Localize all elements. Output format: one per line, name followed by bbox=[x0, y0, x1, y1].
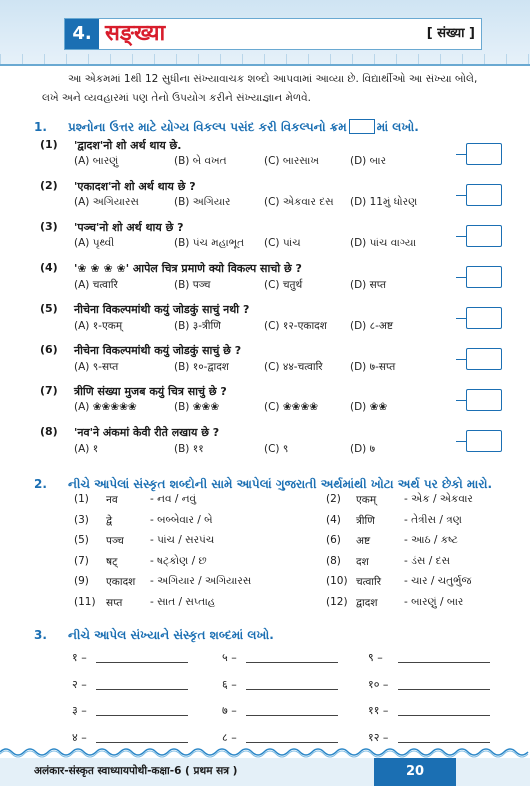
answer-box[interactable] bbox=[466, 184, 502, 206]
page-number: 20 bbox=[374, 758, 456, 786]
gujarati-meaning[interactable]: - ષટ્કોણ / છ bbox=[150, 554, 207, 567]
number-label: ८ – bbox=[222, 730, 237, 744]
answer-line[interactable] bbox=[246, 662, 338, 663]
option-b: (B) ११ bbox=[174, 443, 204, 455]
question-text: '❀ ❀ ❀ ❀' आपेल चित्र प्रमाणे क्यो विकल्प साचो छे ? bbox=[74, 262, 302, 275]
sanskrit-word: पञ्च bbox=[106, 535, 124, 547]
options-row bbox=[74, 360, 454, 376]
answer-line[interactable] bbox=[96, 715, 188, 716]
table-row bbox=[64, 534, 484, 555]
number-label: ९ – bbox=[368, 651, 383, 664]
question-text: नीचेना विकल्पमांथी कयुं जोडकुं साचुं नथी ? bbox=[74, 303, 250, 316]
item-number: (7) bbox=[74, 554, 89, 567]
option-a: (A) પૃથ્વી bbox=[74, 237, 115, 249]
option-d: (D) બાર bbox=[350, 155, 387, 167]
answer-leader-line bbox=[456, 277, 466, 278]
gujarati-meaning[interactable]: - ચાર / ચતુર્ભુજ bbox=[404, 575, 472, 587]
answer-leader-line bbox=[456, 318, 466, 319]
answer-leader-line bbox=[456, 400, 466, 401]
section3-number: 3. bbox=[34, 628, 47, 642]
question-number: (3) bbox=[40, 220, 58, 233]
item-number: (2) bbox=[326, 493, 341, 505]
section1-heading bbox=[34, 119, 419, 135]
chapter-header-band bbox=[0, 0, 530, 66]
chapter-title-box bbox=[64, 18, 482, 50]
option-c: (C) પાંચ bbox=[264, 237, 301, 249]
gujarati-meaning[interactable]: - નવ / નવું bbox=[150, 493, 197, 505]
answer-box[interactable] bbox=[466, 307, 502, 329]
table-row bbox=[64, 575, 484, 596]
number-label: ६ – bbox=[222, 677, 237, 691]
footer-book-title: अलंकार-संस्कृत स्वाध्यायपोथी-कक्षा-6 ( प्रथम सत्र ) bbox=[34, 765, 238, 777]
gujarati-meaning[interactable]: - બબ્બેવાર / બે bbox=[150, 513, 213, 526]
question-number: (4) bbox=[40, 261, 58, 274]
option-d: (D) ❀❀ bbox=[350, 401, 388, 413]
number-label: ३ – bbox=[72, 704, 87, 717]
section1-number: 1. bbox=[34, 120, 47, 134]
sanskrit-word: दश bbox=[356, 555, 369, 568]
sanskrit-word: नव bbox=[106, 494, 118, 506]
option-a: (A) બારણું bbox=[74, 155, 119, 167]
answer-box[interactable] bbox=[466, 430, 502, 452]
option-c: (C) બારસાખ bbox=[264, 155, 320, 167]
word-meaning-table bbox=[64, 493, 484, 616]
chapter-tag: [ संख्या ] bbox=[426, 26, 475, 41]
answer-box[interactable] bbox=[466, 389, 502, 411]
sanskrit-word: त्रीणि bbox=[356, 514, 375, 527]
question-text: नीचेना विकल्पमांथी कयुं जोडकुं साचुं छे ? bbox=[74, 344, 242, 357]
option-d: (D) પાંચ વાગ્યા bbox=[350, 237, 417, 249]
option-c: (C) १२-एकादश bbox=[264, 320, 327, 332]
table-row bbox=[64, 596, 484, 617]
section2-number: 2. bbox=[34, 477, 47, 491]
gujarati-meaning[interactable]: - બારણું / બાર bbox=[404, 595, 464, 608]
question-number: (1) bbox=[40, 138, 58, 151]
number-label: १२ – bbox=[368, 730, 389, 744]
answer-box[interactable] bbox=[466, 225, 502, 247]
number-label: ११ – bbox=[368, 704, 389, 717]
answer-leader-line bbox=[456, 441, 466, 442]
item-number: (8) bbox=[326, 554, 341, 567]
answer-line[interactable] bbox=[398, 662, 490, 663]
option-d: (D) सप्त bbox=[350, 279, 386, 291]
item-number: (5) bbox=[74, 534, 89, 546]
section2-heading bbox=[34, 477, 492, 492]
option-d: (D) ७ bbox=[350, 443, 376, 455]
option-d: (D) ८-अष्ट bbox=[350, 320, 394, 332]
option-a: (A) १ bbox=[74, 443, 99, 455]
table-row bbox=[64, 493, 484, 514]
sanskrit-word: एकम् bbox=[356, 494, 377, 506]
option-d: (D) 11મું ધોરણ bbox=[350, 196, 418, 208]
answer-leader-line bbox=[456, 154, 466, 155]
table-row bbox=[64, 555, 484, 576]
intro-paragraph: આ એકમમાં 1થી 12 સુધીના સંખ્યાવાચક શબ્દો આપવામાં આવ્યા છે. વિદ્યાર્થીઓ આ સંખ્યા બોલે, લખે અને વ્યવહારમાં પણ તેનો ઉપયોગ કરીને સંખ્યાજ્ઞાન મેળવે. bbox=[42, 73, 478, 104]
answer-line[interactable] bbox=[96, 689, 188, 690]
answer-line[interactable] bbox=[246, 742, 338, 743]
answer-box[interactable] bbox=[466, 143, 502, 165]
fill-row bbox=[72, 703, 492, 730]
option-c: (C) ९ bbox=[264, 443, 289, 455]
option-c: (C) ४४-चत्वारि bbox=[264, 361, 323, 373]
gujarati-meaning[interactable]: - અગિયાર / અગિયારસ bbox=[150, 575, 252, 587]
fill-row bbox=[72, 650, 492, 677]
sanskrit-word: द्वादश bbox=[356, 596, 378, 609]
number-label: ७ – bbox=[222, 704, 237, 717]
sanskrit-word: द्वे bbox=[106, 514, 113, 527]
question-number: (2) bbox=[40, 179, 58, 192]
answer-line[interactable] bbox=[96, 742, 188, 743]
options-row bbox=[74, 237, 454, 253]
number-label: १ – bbox=[72, 651, 87, 664]
option-b: (B) पञ्च bbox=[174, 279, 211, 291]
number-label: ५ – bbox=[222, 651, 237, 664]
option-b: (B) ❀❀❀ bbox=[174, 401, 220, 413]
answer-line[interactable] bbox=[398, 742, 490, 743]
question-number: (6) bbox=[40, 343, 58, 356]
gujarati-meaning[interactable]: - આઠ / કષ્ટ bbox=[404, 534, 458, 546]
option-b: (B) બે વખત bbox=[174, 155, 227, 167]
options-row bbox=[74, 278, 454, 294]
item-number: (10) bbox=[326, 575, 348, 587]
options-row bbox=[74, 196, 454, 212]
gujarati-meaning[interactable]: - સાત / સપ્તાહ bbox=[150, 595, 216, 608]
item-number: (9) bbox=[74, 575, 89, 587]
item-number: (4) bbox=[326, 513, 341, 526]
option-a: (A) १-एकम् bbox=[74, 320, 123, 332]
option-a: (A) અગિયારસ bbox=[74, 196, 139, 208]
option-b: (B) ३-त्रीणि bbox=[174, 320, 221, 332]
page-footer bbox=[0, 758, 530, 786]
option-c: (C) એકવાર દસ bbox=[264, 196, 334, 208]
answer-leader-line bbox=[456, 195, 466, 196]
number-to-word-grid bbox=[72, 650, 492, 756]
gujarati-meaning[interactable]: - એક / એકવાર bbox=[404, 493, 473, 505]
options-row bbox=[74, 319, 454, 335]
option-d: (D) ७-सप्त bbox=[350, 361, 396, 373]
item-number: (6) bbox=[326, 534, 341, 546]
option-c: (C) ❀❀❀❀ bbox=[264, 401, 319, 413]
sanskrit-word: एकादश bbox=[106, 576, 136, 588]
section2-text: નીચે આપેલાં સંસ્કૃત શબ્દોની સામે આપેલાં ગુજરાતી અર્થમાંથી ખોટા અર્થ પર છેકો મારો. bbox=[68, 477, 493, 491]
item-number: (1) bbox=[74, 493, 89, 505]
options-row bbox=[74, 155, 454, 171]
answer-line[interactable] bbox=[398, 715, 490, 716]
item-number: (12) bbox=[326, 595, 348, 608]
section3-text: નીચે આપેલ સંખ્યાને સંસ્કૃત શબ્દમાં લખો. bbox=[68, 628, 274, 642]
question-text: 'द्वादश'नो शो अर्थ थाय छे. bbox=[74, 139, 182, 152]
option-b: (B) પંચ મહાભૂત bbox=[174, 237, 245, 249]
options-row bbox=[74, 401, 454, 417]
number-label: ४ – bbox=[72, 730, 87, 744]
fill-row bbox=[72, 677, 492, 704]
table-row bbox=[64, 514, 484, 535]
answer-line[interactable] bbox=[246, 715, 338, 716]
question-text: 'नव'ने अंकमां केवी रीते लखाय छे ? bbox=[74, 426, 220, 439]
answer-box[interactable] bbox=[466, 348, 502, 370]
item-number: (3) bbox=[74, 513, 89, 526]
decorative-wave-border bbox=[0, 746, 530, 758]
answer-line[interactable] bbox=[246, 689, 338, 690]
gujarati-meaning[interactable]: - ડંસ / દસ bbox=[404, 554, 450, 567]
sanskrit-word: चत्वारि bbox=[356, 576, 382, 588]
option-b: (B) અગિયાર bbox=[174, 196, 231, 208]
gujarati-meaning[interactable]: - પાંચ / સરપંચ bbox=[150, 534, 215, 546]
option-c: (C) चतुर्थ bbox=[264, 279, 303, 291]
item-number: (11) bbox=[74, 595, 96, 608]
option-b: (B) १०-द्वादश bbox=[174, 361, 229, 373]
section3-heading bbox=[34, 628, 274, 643]
number-label: २ – bbox=[72, 677, 87, 691]
question-number: (8) bbox=[40, 425, 58, 438]
chapter-title: सङ्ख्या bbox=[105, 21, 166, 46]
option-a: (A) चत्वारि bbox=[74, 279, 118, 291]
section1-text-after: માં લખો. bbox=[376, 120, 419, 134]
option-a: (A) ९-सप्त bbox=[74, 361, 119, 373]
options-row bbox=[74, 442, 454, 458]
question-text: 'एकादश'नो शो अर्थ थाय छे ? bbox=[74, 180, 196, 193]
sanskrit-word: अष्ट bbox=[356, 535, 371, 547]
question-number: (5) bbox=[40, 302, 58, 315]
answer-leader-line bbox=[456, 236, 466, 237]
answer-line[interactable] bbox=[96, 662, 188, 663]
section1-text-before: પ્રશ્નોના ઉત્તર માટે યોગ્ય વિકલ્પ પસંદ કરી વિકલ્પનો ક્રમ bbox=[68, 120, 347, 134]
answer-box[interactable] bbox=[466, 266, 502, 288]
question-text: 'पञ्च'नो शो अर्थ थाय छे ? bbox=[74, 221, 184, 234]
sanskrit-word: षट् bbox=[106, 555, 118, 568]
answer-leader-line bbox=[456, 359, 466, 360]
number-label: १० – bbox=[368, 677, 389, 691]
inline-answer-box bbox=[349, 119, 375, 134]
gujarati-meaning[interactable]: - તેત્રીસ / ત્રણ bbox=[404, 513, 462, 526]
question-text: त्रीणि संख्या मुजब कयुं चित्र साचुं छे ? bbox=[74, 385, 227, 398]
chapter-number: 4. bbox=[65, 19, 99, 49]
option-a: (A) ❀❀❀❀❀ bbox=[74, 401, 137, 413]
answer-line[interactable] bbox=[398, 689, 490, 690]
question-number: (7) bbox=[40, 384, 58, 397]
sanskrit-word: सप्त bbox=[106, 596, 123, 609]
